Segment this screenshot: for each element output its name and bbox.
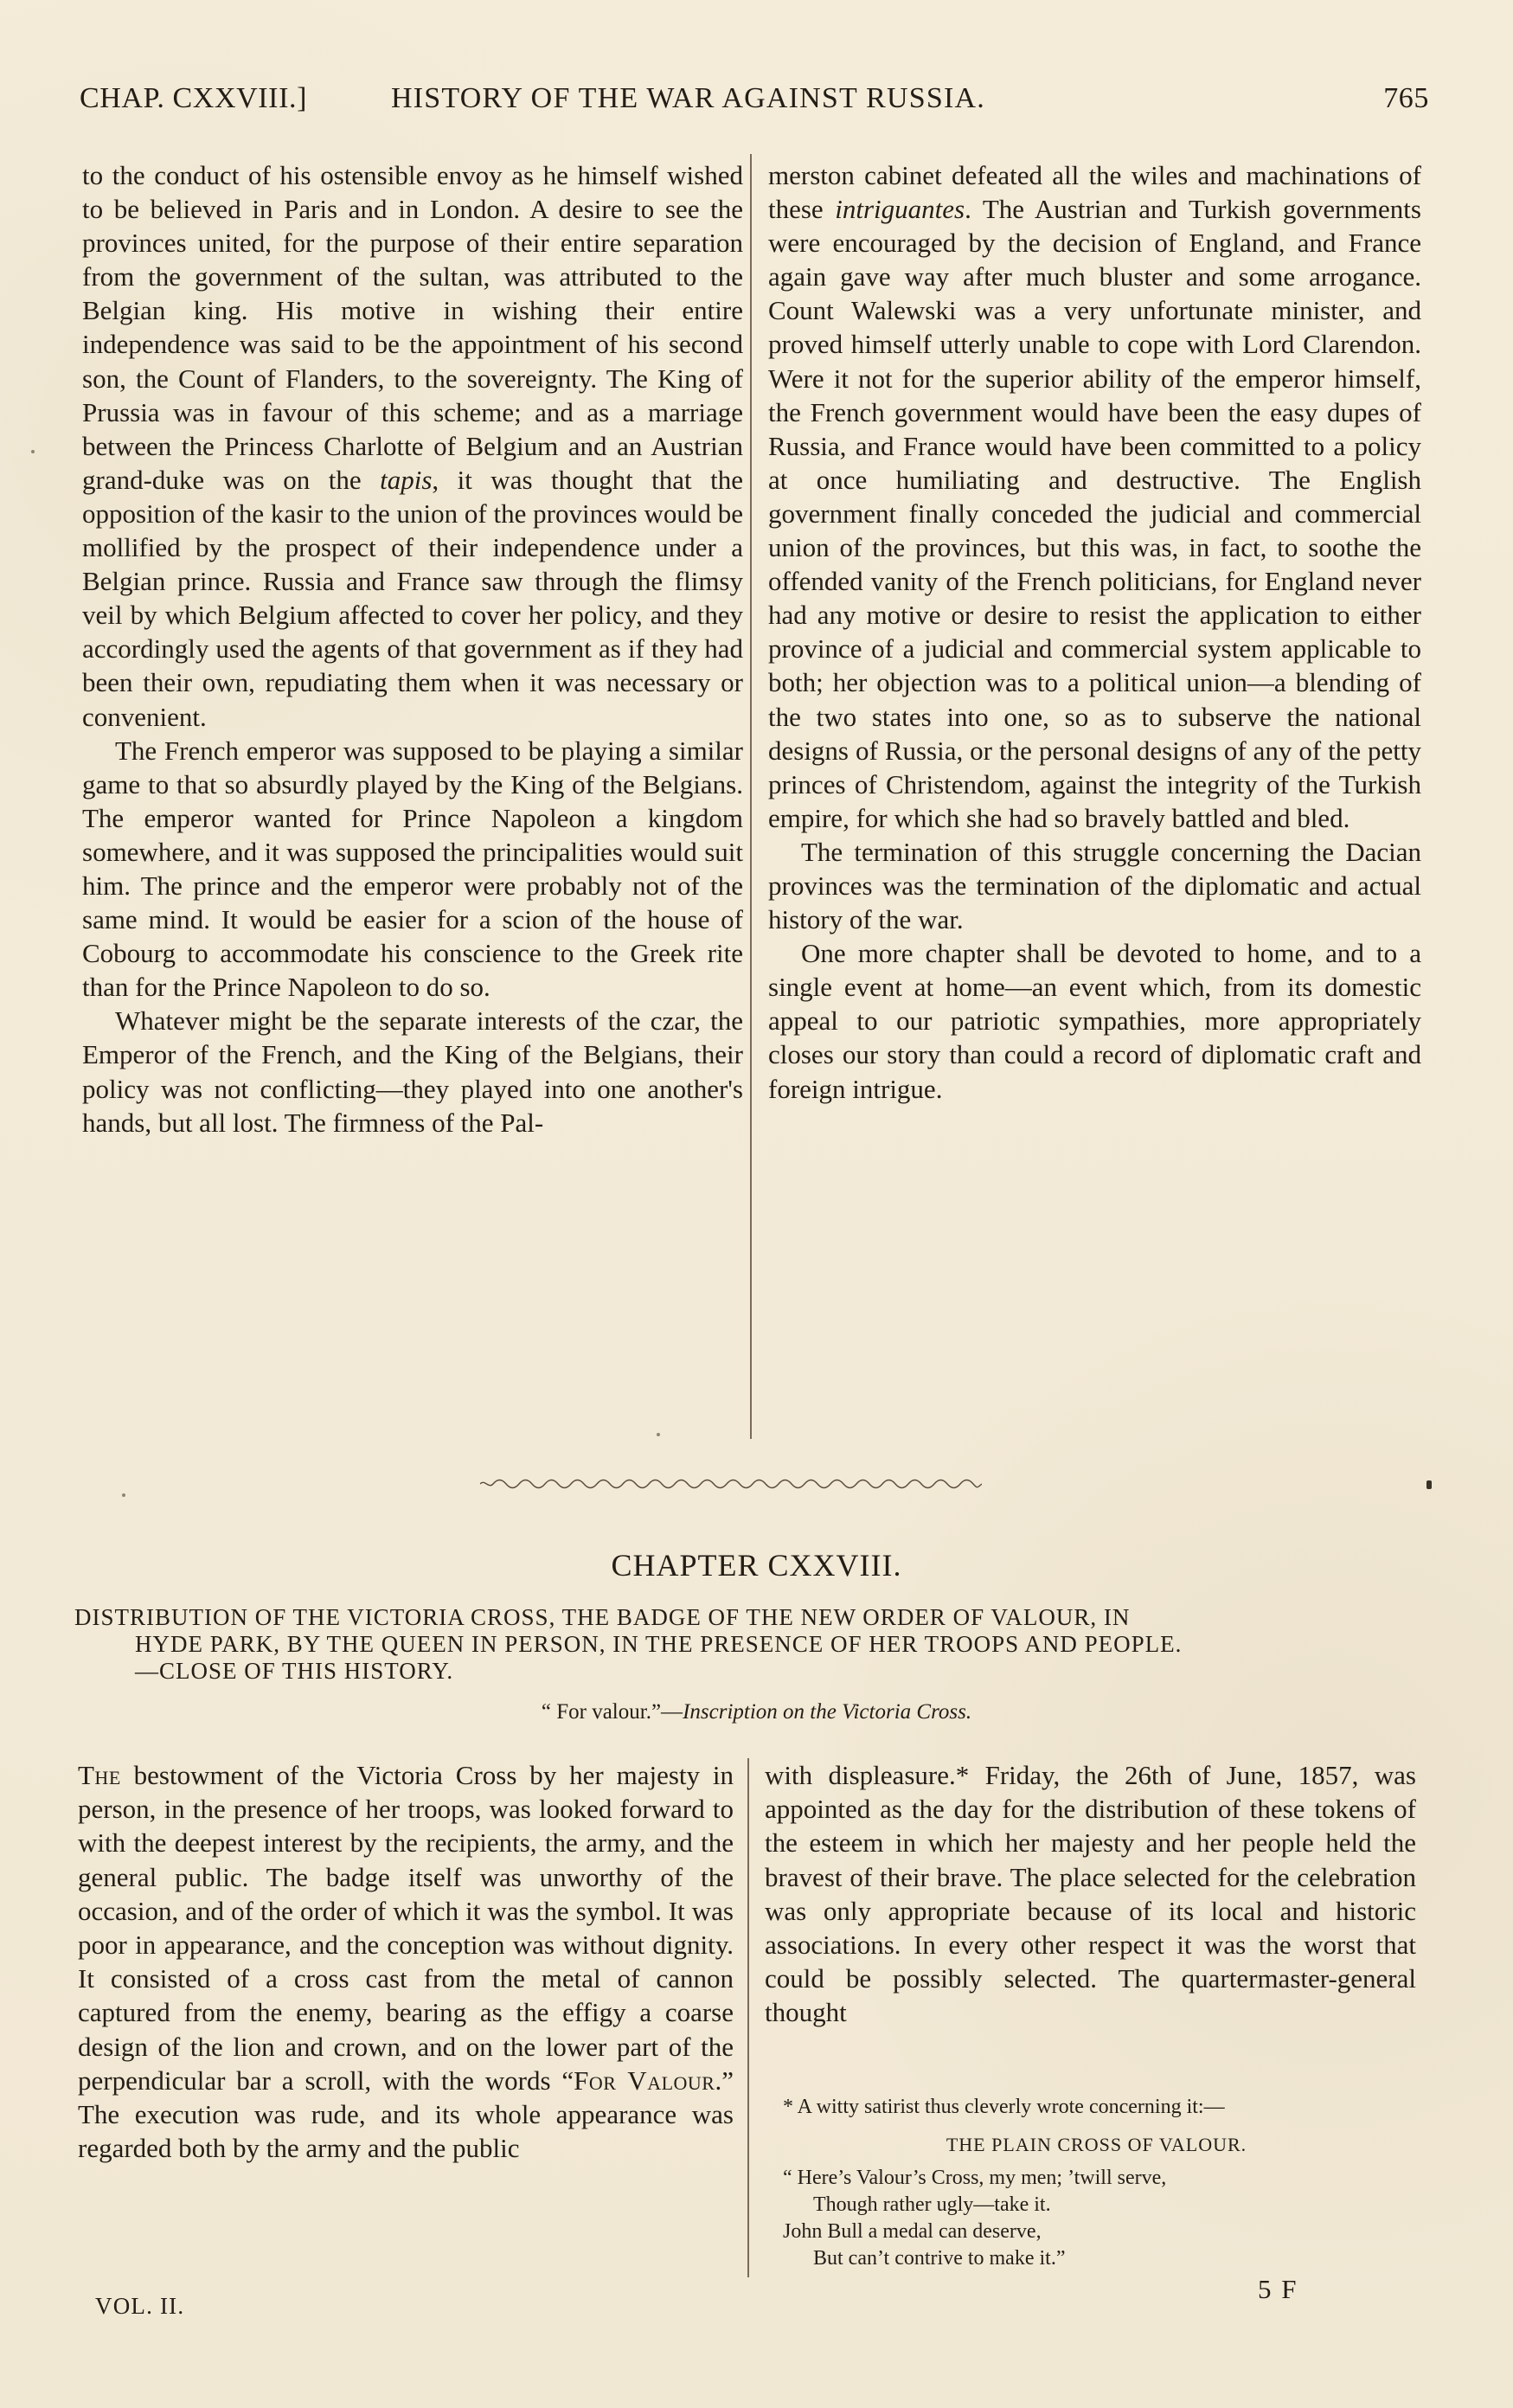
- column-divider: [747, 1758, 749, 2277]
- paragraph-text: bestowment of the Victoria Cross by her majesty in person, in the presence of her troops, was looked forward to with the deepest interest by the recipients, the army, and the general public. The badge itself was unworthy of the occasion, and of the order of which it was the symbol. It was poor in appearance, and the conception was without dignity. It consisted of a cross cast from the metal of cannon captured from the enemy, bearing as the effigy a coarse design of the lion and crown, and on the lower part of the perpendicular bar a scroll, with the words “: [78, 1760, 734, 2096]
- paragraph-text: Whatever might be the separate interests of the czar, the Emperor of the French, and the King of the Belgians, their policy was not conflicting—they played into one another's hands, but all lost. The firmness of the Pal-: [82, 1005, 743, 1138]
- summary-line: HYDE PARK, BY THE QUEEN IN PERSON, IN THE PRESENCE OF HER TROOPS AND PEOPLE.: [135, 1631, 1183, 1657]
- footnote: [783, 2094, 1410, 2272]
- paragraph-text: merston cabinet defeated all the wiles and machinations of these: [768, 160, 1421, 225]
- page-mark: [657, 1433, 660, 1436]
- top-right-column: [768, 158, 1421, 1417]
- volume-label: VOL. II.: [95, 2293, 185, 2319]
- footnote-intro: * A witty satirist thus cleverly wrote concerning it:—: [783, 2096, 1225, 2118]
- running-header: [80, 82, 1429, 127]
- chapter-title: CHAPTER CXXVIII.: [611, 1548, 902, 1583]
- epigraph-citation: Inscription on the Victoria Cross.: [683, 1700, 972, 1724]
- printer-signature: 5 F: [1258, 2274, 1298, 2304]
- poem-line: “ Here’s Valour’s Cross, my men; ’twill serve,: [783, 2167, 1167, 2189]
- paragraph: [82, 1004, 743, 1139]
- column-divider: [750, 154, 752, 1439]
- epigraph-quote: “ For valour.”—: [541, 1700, 683, 1724]
- paragraph-text: . The Austrian and Turkish governments were encouraged by the decision of England, and France again gave way after much bluster and some arrogance. Count Walewski was a very unfortunate minister, and proved himself utterly unable to cope with Lord Clarendon. Were it not for the superior ability of the emperor himself, the French government would have been the easy dupes of Russia, and France would have been committed to a policy at once humiliating and destructive. The English government finally conceded the judicial and commercial union of the provinces, but this was, in fact, to soothe the offended vanity of the French politicians, for England never had any motive or desire to resist the application to either province of a judicial and commercial system applicable to both; her objection was to a political union—a blending of the two states into one, so as to subserve the national designs of Russia, or the personal designs of any of the petty princes of Christendom, against the integrity of the Turkish empire, for which she had so bravely battled and bled.: [768, 194, 1421, 833]
- paragraph: [768, 936, 1421, 1105]
- paragraph: [768, 835, 1421, 936]
- paragraph: [82, 158, 743, 734]
- italic-phrase: intriguantes: [835, 194, 965, 225]
- poem-line: Though rather ugly—take it.: [813, 2193, 1051, 2216]
- paragraph-text: to the conduct of his ostensible envoy as he himself wished to be believed in Paris and in London. A desire to see the provinces united, for the purpose of their entire separation from the government of the sultan, was attributed to the Belgian king. His motive in wishing their entire independence was said to be the appointment of his second son, the Count of Flanders, to the sovereignty. The King of Prussia was in favour of this scheme; and as a marriage between the Princess Charlotte of Belgium and an Austrian grand-duke was on the: [82, 160, 743, 495]
- page-mark: [31, 450, 35, 453]
- paragraph: [82, 734, 743, 1005]
- paragraph-text: The French emperor was supposed to be playing a similar game to that so absurdly played by the King of the Belgians. The emperor wanted for Prince Napoleon a kingdom somewhere, and it was supposed the principalities would suit him. The prince and the emperor were probably not of the same mind. It would be easier for a scion of the house of Cobourg to accommodate his conscience to the Greek rite than for the Prince Napoleon to do so.: [82, 735, 743, 1003]
- paragraph-text: One more chapter shall be devoted to home, and to a single event at home—an event which, from its domestic appeal to our patriotic sympathies, more appropriately closes our story than could a record of diplomatic craft and foreign intrigue.: [768, 938, 1421, 1104]
- summary-line: —CLOSE OF THIS HISTORY.: [135, 1658, 454, 1684]
- italic-phrase: tapis: [380, 464, 433, 495]
- top-left-column: [82, 158, 743, 1417]
- decorative-wave-rule: [480, 1477, 982, 1491]
- paragraph-text: The termination of this struggle concerning the Dacian provinces was the termination of the diplomatic and actual history of the war.: [768, 836, 1421, 935]
- paragraph-text: .” The execution was rude, and its whole appearance was regarded both by the army and the public: [78, 2064, 734, 2164]
- opening-word: The: [78, 1760, 121, 1790]
- bottom-left-column: [78, 1758, 734, 2269]
- chapter-epigraph: [0, 1700, 1513, 1724]
- running-title: HISTORY OF THE WAR AGAINST RUSSIA.: [391, 82, 985, 114]
- paragraph: [768, 158, 1421, 835]
- chapter-summary: [74, 1604, 1428, 1685]
- bottom-right-column: [765, 1758, 1416, 2078]
- paragraph-text: with displeasure.* Friday, the 26th of June, 1857, was appointed as the day for the distribution of these tokens of the esteem in which her majesty and her people held the bravest of their brave. The place selected for the celebration was only appropriate because of its local and historic associations. In every other respect it was the worst that could be possibly selected. The quartermaster-general thought: [765, 1760, 1416, 2028]
- page-number: 765: [1383, 82, 1429, 114]
- poem-line: But can’t contrive to make it.”: [813, 2247, 1066, 2270]
- page-mark: [122, 1493, 125, 1497]
- inscription-text: For Valour: [574, 2064, 715, 2096]
- chapter-reference: CHAP. CXXVIII.]: [80, 82, 308, 114]
- opening-paragraph: [78, 1758, 734, 2165]
- paragraph-text: , it was thought that the opposition of the kasir to the union of the provinces would be mollified by the prospect of their independence under a Belgian prince. Russia and France saw through the flimsy veil by which Belgium affected to cover her policy, and they accordingly used the agents of that government as if they had been their own, repudiating them when it was necessary or convenient.: [82, 464, 743, 732]
- poem-line: John Bull a medal can deserve,: [783, 2220, 1042, 2243]
- paragraph: [765, 1758, 1416, 2030]
- summary-line: DISTRIBUTION OF THE VICTORIA CROSS, THE BADGE OF THE NEW ORDER OF VALOUR, IN: [74, 1604, 1131, 1630]
- footnote-poem: [783, 2165, 1410, 2272]
- ornament-mark: [1426, 1480, 1432, 1489]
- footnote-poem-title: THE PLAIN CROSS OF VALOUR.: [946, 2134, 1247, 2155]
